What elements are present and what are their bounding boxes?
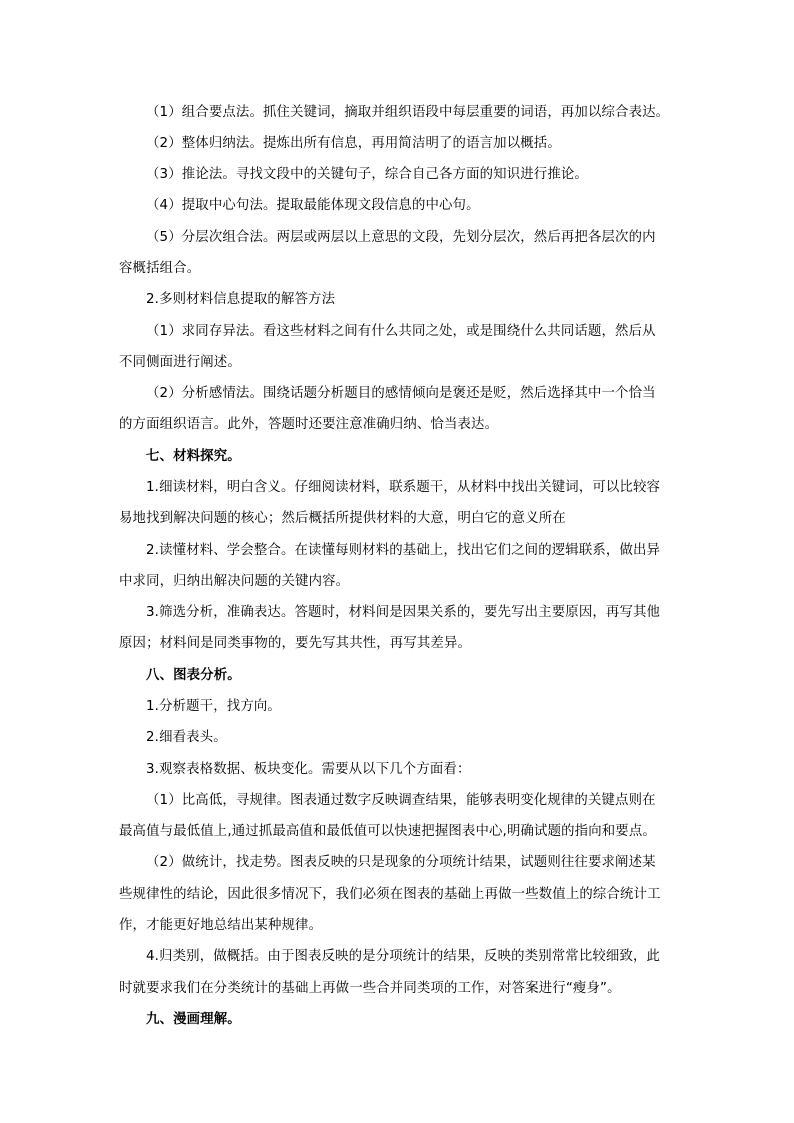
chart-step-2: 2.细看表头。 xyxy=(146,730,227,745)
section-heading-9: 九、漫画理解。 xyxy=(146,1012,241,1027)
multi-method-2-continuation: 的方面组织语言。此外，答题时还要注意准确归纳、恰当表达。 xyxy=(119,417,499,432)
section-heading-8: 八、图表分析。 xyxy=(146,668,241,683)
material-step-2-continuation: 中求同，归纳出解决问题的关键内容。 xyxy=(119,574,350,589)
method-5-continuation: 容概括组合。 xyxy=(119,261,201,276)
multi-method-1: （1）求同存异法。看这些材料之间有什么共同之处，或是围绕什么共同话题，然后从 xyxy=(146,324,656,339)
chart-step-1: 1.分析题干，找方向。 xyxy=(146,699,281,714)
multi-method-2: （2）分析感情法。围绕话题分析题目的感情倾向是褒还是贬，然后选择其中一个恰当 xyxy=(146,386,656,401)
method-5-layered-combination: （5）分层次组合法。两层或两层以上意思的文段，先划分层次，然后再把各层次的内 xyxy=(146,230,656,245)
chart-step-3-item-2: （2）做统计，找走势。图表反映的只是现象的分项统计结果，试题则往往要求阐述某 xyxy=(146,855,656,870)
material-step-1-continuation: 易地找到解决问题的核心；然后概括所提供材料的大意，明白它的意义所在 xyxy=(119,511,566,526)
multi-method-1-continuation: 不同侧面进行阐述。 xyxy=(119,355,241,370)
chart-step-3: 3.观察表格数据、板块变化。需要从以下几个方面看： xyxy=(146,762,471,777)
method-3-inference: （3）推论法。寻找文段中的关键句子，综合自己各方面的知识进行推论。 xyxy=(146,167,588,182)
chart-step-3-item-2-continuation-b: 作，才能更好地总结出某种规律。 xyxy=(119,918,323,933)
method-2-summarize: （2）整体归纳法。提炼出所有信息，再用简洁明了的语言加以概括。 xyxy=(146,136,561,151)
section-heading-7: 七、材料探究。 xyxy=(146,449,241,464)
chart-step-4: 4.归类别，做概括。由于图表反映的是分项统计的结果，反映的类别常常比较细致，此 xyxy=(146,949,661,964)
material-step-1: 1.细读材料，明白含义。仔细阅读材料，联系题干，从材料中找出关键词，可以比较容 xyxy=(146,480,661,495)
material-step-3-continuation: 原因；材料间是同类事物的，要先写其共性，再写其差异。 xyxy=(119,636,472,651)
material-step-2: 2.读懂材料、学会整合。在读懂每则材料的基础上，找出它们之间的逻辑联系，做出异 xyxy=(146,543,661,558)
chart-step-3-item-1: （1）比高低，寻规律。图表通过数字反映调查结果，能够表明变化规律的关键点则在 xyxy=(146,793,656,808)
subheading-multi-material: 2.多则材料信息提取的解答方法 xyxy=(146,292,336,307)
material-step-3: 3.筛选分析，准确表达。答题时，材料间是因果关系的，要先写出主要原因，再写其他 xyxy=(146,605,661,620)
chart-step-3-item-1-continuation: 最高值与最低值上,通过抓最高值和最低值可以快速把握图表中心,明确试题的指向和要点。 xyxy=(119,824,656,839)
method-4-central-sentence: （4）提取中心句法。提取最能体现文段信息的中心句。 xyxy=(146,198,480,213)
chart-step-3-item-2-continuation-a: 些规律性的结论，因此很多情况下，我们必须在图表的基础上再做一些数值上的综合统计工 xyxy=(119,887,661,902)
method-1-combine-points: （1）组合要点法。抓住关键词，摘取并组织语段中每层重要的词语，再加以综合表达。 xyxy=(146,105,670,120)
chart-step-4-continuation: 时就要求我们在分类统计的基础上再做一些合并同类项的工作，对答案进行“瘦身”。 xyxy=(119,981,621,996)
